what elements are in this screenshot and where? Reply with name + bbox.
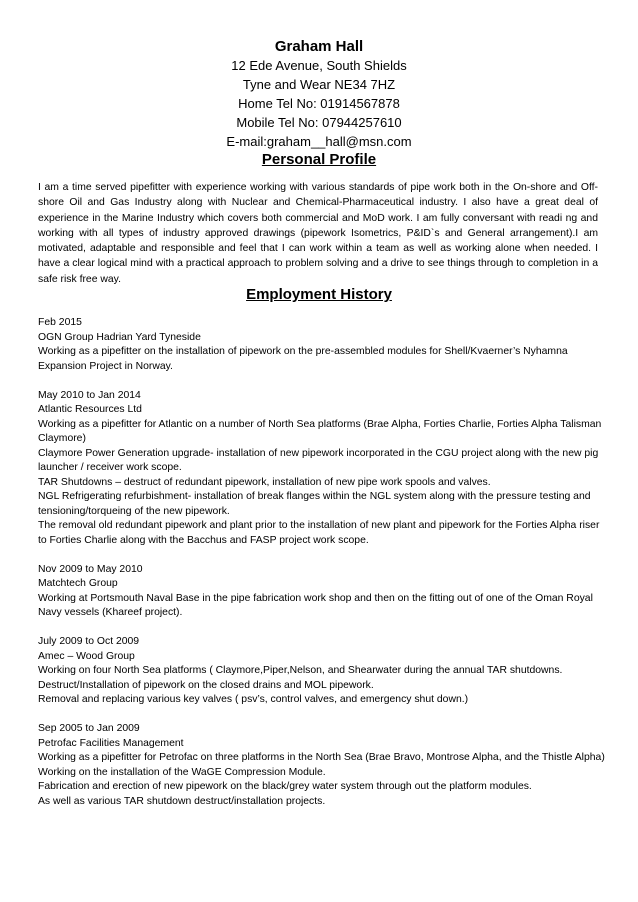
job-dates: Nov 2009 to May 2010 [38, 563, 143, 575]
job-entry [38, 316, 608, 374]
candidate-name: Graham Hall [274, 38, 364, 55]
profile-paragraph: I am a time served pipefitter with experience working with various standards of pipe work both in the On-shore and Off-shore Oil and Gas Industry along with Nuclear and Chemical-Pharmaceutical industry. I also have a great deal of experience in the Marine Industry which covers both commercial and MoD work. I am fully conversant with readi ng and working with all types of industry approved drawings (pipework Isometrics, P&ID`s and General arrangement).I am motivated, adaptable and responsible and feel that I can work within a team as well as working alone when needed. I have a clear logical mind with a practical approach to problem solving and a drive to see things through to completion in a safe risk free way. [38, 182, 598, 285]
job-entry [38, 722, 608, 809]
home-phone: Home Tel No: 01914567878 [238, 96, 400, 111]
job-company: Petrofac Facilities Management [38, 737, 184, 749]
address-line-2: Tyne and Wear NE34 7HZ [242, 77, 396, 92]
job-company: Amec – Wood Group [38, 650, 135, 662]
job-description-line: Removal and replacing various key valves ( psv’s, control valves, and emergency shut down.) [38, 694, 469, 705]
job-description-line: The removal old redundant pipework and plant prior to the installation of new plant and pipework for the Forties Alpha riser to Forties Charlie along with the Bacchus and FASP project work scope. [38, 520, 600, 546]
employment-list [38, 316, 608, 824]
job-description-line: Fabrication and erection of new pipework on the black/grey water system through out the platform modules. [38, 781, 532, 792]
job-description-line: TAR Shutdowns – destruct of redundant pipework, installation of new pipe work spools and valves. [38, 476, 491, 488]
job-description-line: Claymore Power Generation upgrade- installation of new pipework incorporated in the CGU project along with the new pig launcher / receiver work scope. [38, 447, 599, 473]
job-entry [38, 389, 608, 549]
job-description-line: Working as a pipefitter for Atlantic on a number of North Sea platforms (Brae Alpha, Forties Charlie, Forties Alpha Talisman Claymore) [38, 418, 602, 444]
job-description-line: Working as a pipefitter for Petrofac on three platforms in the North Sea (Brae Bravo, Montrose Alpha, and the Thistle Alpha) [38, 752, 605, 763]
job-description-line: As well as various TAR shutdown destruct/installation projects. [38, 795, 326, 807]
job-dates: Sep 2005 to Jan 2009 [38, 723, 140, 734]
job-description-line: NGL Refrigerating refurbishment- installation of break flanges within the NGL system along with the pressure testing and tensioning/torqueing of the new pipework. [38, 491, 591, 517]
address-line-1: 12 Ede Avenue, South Shields [231, 58, 407, 73]
email-address: E-mail:graham__hall@msn.com [226, 134, 412, 149]
job-company: OGN Group Hadrian Yard Tyneside [38, 331, 201, 343]
mobile-phone: Mobile Tel No: 07944257610 [236, 115, 402, 130]
job-company: Atlantic Resources Ltd [38, 404, 142, 415]
job-dates: May 2010 to Jan 2014 [38, 389, 141, 401]
job-description-line: Working at Portsmouth Naval Base in the pipe fabrication work shop and then on the fitting out of one of the Oman Royal Navy vessels (Khareef project). [38, 592, 593, 618]
job-entry [38, 635, 608, 708]
job-dates: July 2009 to Oct 2009 [38, 636, 140, 647]
employment-history-heading: Employment History [246, 286, 392, 303]
contact-header [0, 38, 638, 151]
personal-profile-heading: Personal Profile [261, 151, 377, 168]
job-description-line: Working on four North Sea platforms ( Claymore,Piper,Nelson, and Shearwater during the annual TAR shutdowns. [38, 665, 563, 676]
job-description-line: Working as a pipefitter on the installation of pipework on the pre-assembled modules for Shell/Kvaerner’s Nyhamna Expansion Project in Norway. [38, 346, 568, 372]
job-entry [38, 563, 608, 621]
job-dates: Feb 2015 [38, 317, 82, 328]
job-description-line: Working on the installation of the WaGE Compression Module. [38, 766, 326, 778]
job-company: Matchtech Group [38, 578, 118, 589]
job-description-line: Destruct/Installation of pipework on the closed drains and MOL pipework. [38, 679, 374, 691]
personal-profile-text [38, 180, 598, 287]
